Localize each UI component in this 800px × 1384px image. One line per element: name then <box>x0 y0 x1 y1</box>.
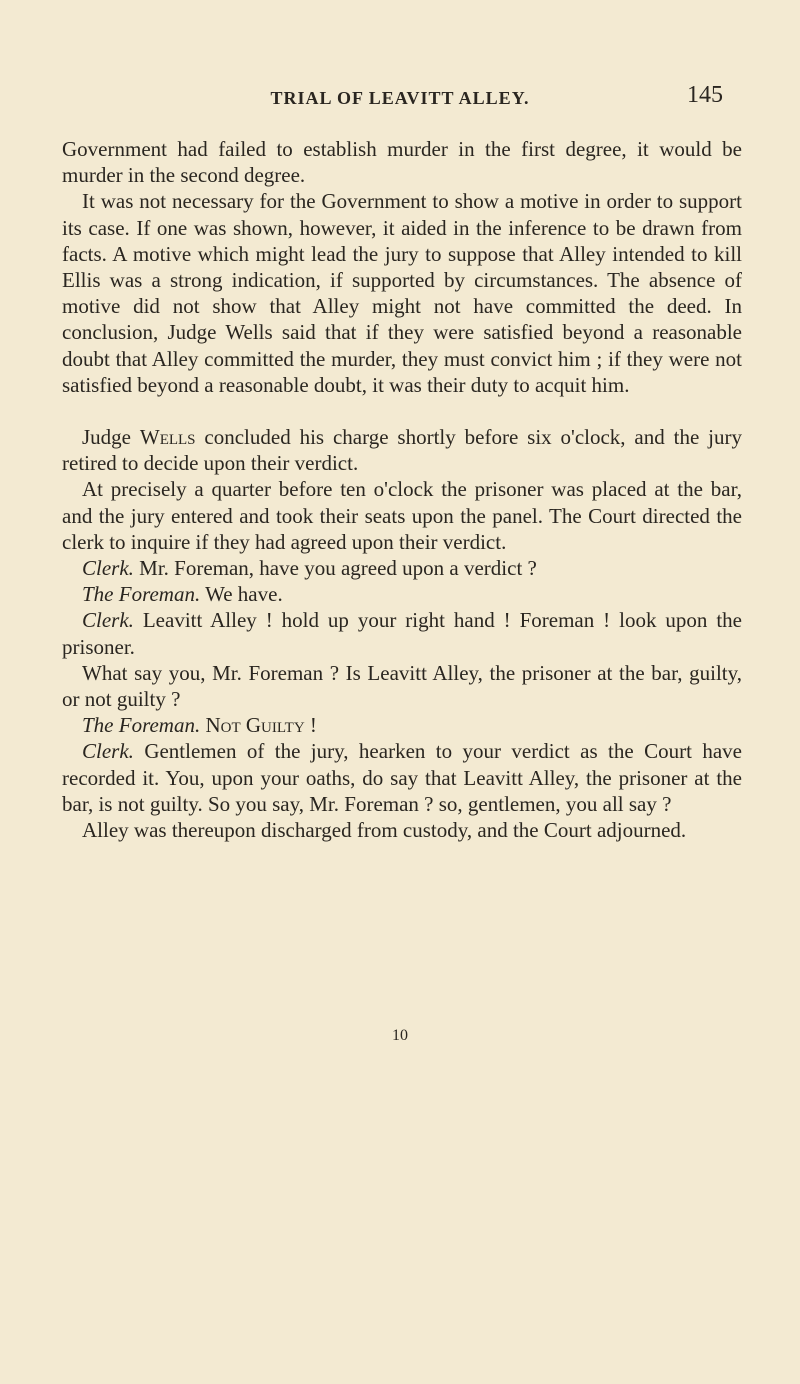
speaker-label: The Foreman. <box>82 713 201 738</box>
dialogue-line <box>62 607 742 659</box>
text-run: concluded his charge shortly before six o'clock, and the jury retired to decide upon their verdict. <box>62 425 742 476</box>
paragraph-adjourned: Alley was thereupon discharged from custody, and the Court adjourned. <box>82 818 687 843</box>
paragraph-continued: Government had failed to establish murder in the first degree, it would be murder in the second degree. <box>62 137 742 188</box>
body-text <box>62 136 742 843</box>
signature-number: 10 <box>392 1027 408 1044</box>
dialogue-line <box>62 738 742 817</box>
text-run: Judge <box>82 425 140 450</box>
dialogue-text: Mr. Foreman, have you agreed upon a verdict ? <box>133 556 537 581</box>
speaker-label: Clerk. <box>82 608 134 633</box>
speaker-label: Clerk. <box>82 556 134 581</box>
dialogue-line <box>62 712 742 738</box>
judge-name: Wells <box>139 425 196 450</box>
dialogue-line: What say you, Mr. Foreman ? Is Leavitt Alley, the prisoner at the bar, guilty, or not guilty ? <box>62 660 742 712</box>
running-title: TRIAL OF LEAVITT ALLEY. <box>270 88 530 108</box>
dialogue-text: Gentlemen of the jury, hearken to your verdict as the Court have recorded it. You, upon your oaths, do say that Leavitt Alley, the prisoner at the bar, is not guilty. So you say, Mr. Foreman ? so, gentlemen, you all say ? <box>62 739 742 816</box>
running-head <box>0 82 800 122</box>
dialogue-line <box>62 555 742 581</box>
page-number: 145 <box>687 82 723 108</box>
dialogue-line <box>62 581 742 607</box>
paragraph-jury-return: At precisely a quarter before ten o'clock the prisoner was placed at the bar, and the jury entered and took their seats upon the panel. The Court directed the clerk to inquire if they had agreed upon their verdict. <box>62 477 742 554</box>
paragraph-motive: It was not necessary for the Government to show a motive in order to support its case. If one was shown, however, it aided in the inference to be drawn from facts. A motive which might lead the jury to suppose that Alley intended to kill Ellis was a strong indication, if supported by circumstances. The absence of motive did not show that Alley might not have committed the deed. In conclusion, Judge Wells said that if they were satisfied beyond a reasonable doubt that Alley committed the murder, they must convict him ; if they were not satisfied beyond a reasonable doubt, it was their duty to acquit him. <box>62 189 742 397</box>
paragraph-charge-concluded <box>62 424 742 476</box>
dialogue-text: We have. <box>200 582 283 607</box>
dialogue-text: Leavitt Alley ! hold up your right hand ! Foreman ! look upon the prisoner. <box>62 608 742 659</box>
verdict-text: Not Guilty ! <box>200 713 317 738</box>
speaker-label: The Foreman. <box>82 582 201 607</box>
speaker-label: Clerk. <box>82 739 134 764</box>
